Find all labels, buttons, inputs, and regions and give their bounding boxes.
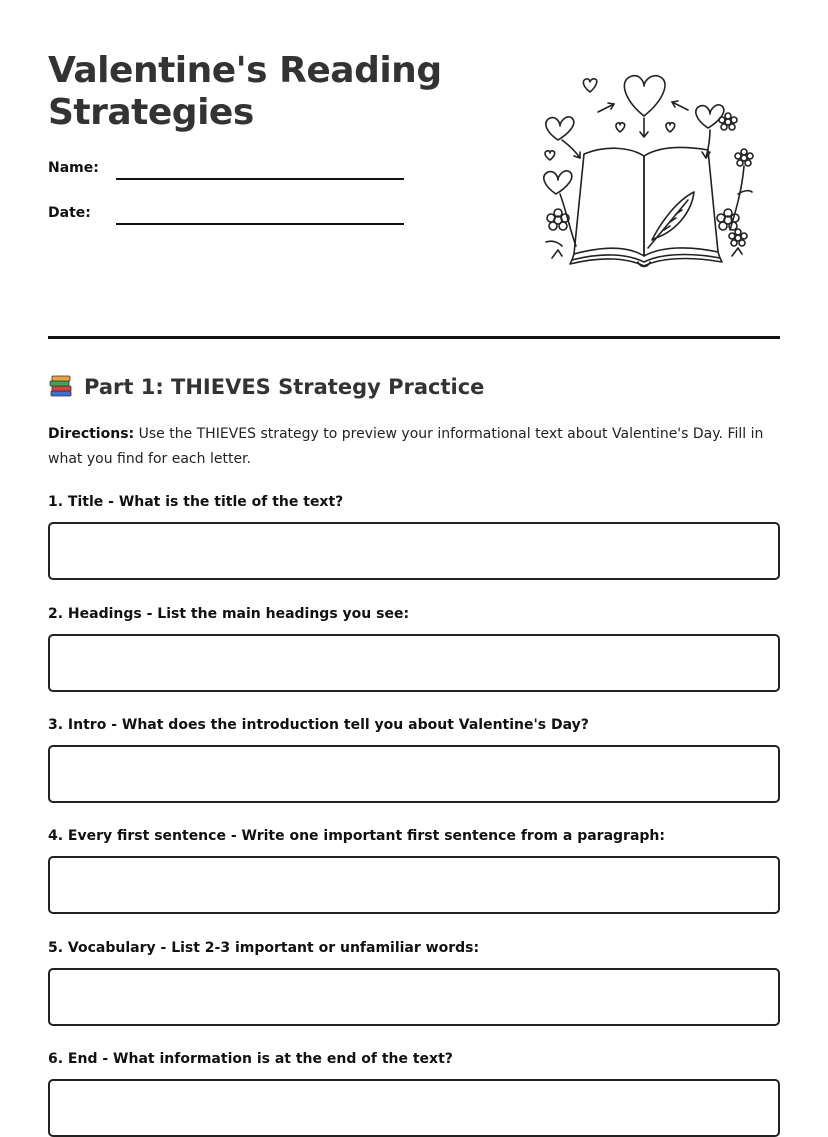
section-divider [48,336,780,339]
book-hearts-illustration-icon [532,70,760,270]
question-label: 6. End - What information is at the end of the text? [48,1051,453,1067]
question-5 [48,940,780,962]
answer-box-first-sentence[interactable] [48,856,780,914]
question-label: 4. Every first sentence - Write one important first sentence from a paragraph: [48,828,665,844]
question-label: 1. Title - What is the title of the text? [48,494,344,510]
name-field[interactable] [116,178,404,180]
books-icon [48,374,74,400]
question-6 [48,1051,780,1073]
directions-text: Use the THIEVES strategy to preview your informational text about Valentine's Day. Fill in what you find for each letter. [48,426,764,467]
directions-label: Directions: [48,426,135,442]
question-label: 2. Headings - List the main headings you see: [48,606,410,622]
date-field-row [48,205,408,229]
question-label: 5. Vocabulary - List 2-3 important or unfamiliar words: [48,940,480,956]
part1-heading [48,374,484,400]
question-4 [48,828,780,850]
part1-title: Part 1: THIEVES Strategy Practice [84,375,485,399]
date-field[interactable] [116,223,404,225]
question-2 [48,606,780,628]
answer-box-vocabulary[interactable] [48,968,780,1026]
directions [48,422,780,472]
question-label: 3. Intro - What does the introduction tell you about Valentine's Day? [48,717,589,733]
answer-box-headings[interactable] [48,634,780,692]
answer-box-end[interactable] [48,1079,780,1137]
question-3 [48,717,780,739]
name-label: Name: [48,160,99,176]
date-label: Date: [48,205,91,221]
name-field-row [48,160,408,184]
page-title: Valentine's Reading Strategies [48,50,442,133]
answer-box-title[interactable] [48,522,780,580]
answer-box-intro[interactable] [48,745,780,803]
question-1 [48,494,780,516]
